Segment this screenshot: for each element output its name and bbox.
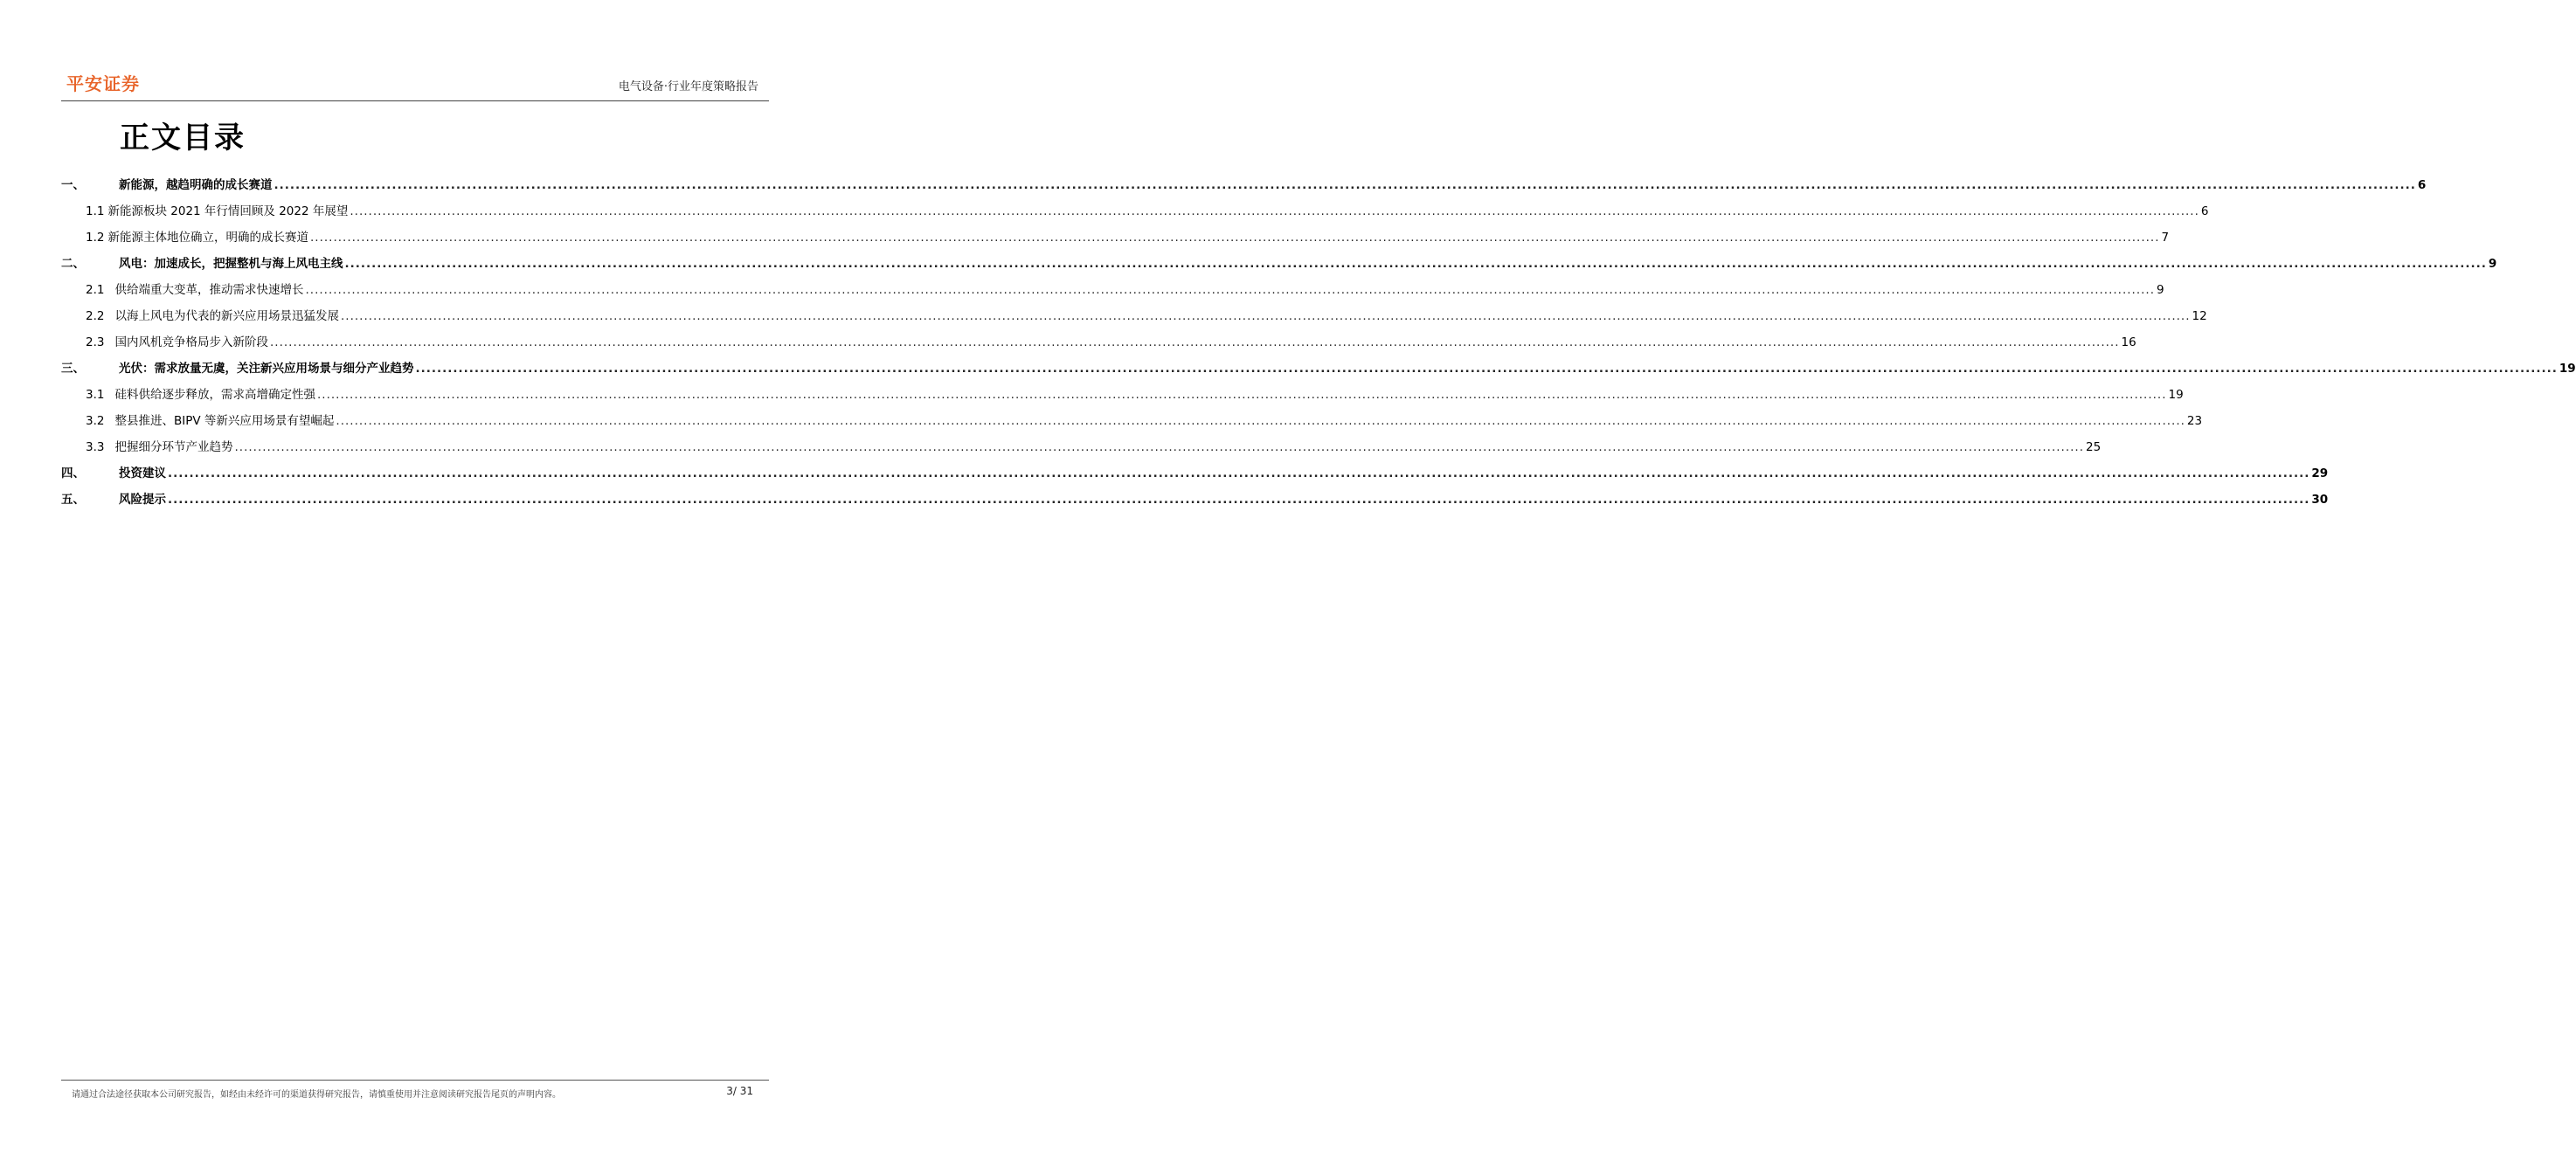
toc-number: 一、 xyxy=(61,178,85,192)
page-number: 3/ 31 xyxy=(726,1085,753,1097)
toc-entry[interactable] xyxy=(61,306,2207,332)
toc-number: 2.1 xyxy=(86,283,105,297)
toc-number: 2.3 xyxy=(86,335,105,349)
toc-page: 19 xyxy=(2168,388,2184,402)
toc-number: 3.1 xyxy=(86,388,105,402)
toc-title: 硅料供给逐步释放，需求高增确定性强 xyxy=(114,388,315,402)
toc-page: 9 xyxy=(2157,283,2164,297)
toc-leader: ................................................................................................................................................................................................................................................................................................................................................................................................................ xyxy=(168,466,2310,480)
toc-title: 风电：加速成长，把握整机与海上风电主线 xyxy=(119,257,343,271)
toc-entry[interactable] xyxy=(61,227,2170,253)
toc-title: 把握细分环节产业趋势 xyxy=(114,440,233,454)
toc-leader: ................................................................................................................................................................................................................................................................................................................................................................................................................ xyxy=(274,178,2416,192)
toc-page: 30 xyxy=(2311,493,2329,507)
toc-entry[interactable] xyxy=(61,201,2209,227)
toc-title: 新能源主体地位确立，明确的成长赛道 xyxy=(107,231,308,245)
toc-page: 16 xyxy=(2121,335,2136,349)
toc-title: 以海上风电为代表的新兴应用场景迅猛发展 xyxy=(114,309,339,323)
toc-leader: ................................................................................................................................................................................................................................................................................................................................................................................................................ xyxy=(316,388,2167,402)
toc-entry[interactable] xyxy=(61,280,2164,306)
toc-page: 19 xyxy=(2559,362,2576,376)
toc-leader: ................................................................................................................................................................................................................................................................................................................................................................................................................ xyxy=(234,440,2084,454)
footer-disclaimer: 请通过合法途径获取本公司研究报告，如经由未经许可的渠道获得研究报告，请慎重使用并注意阅读研究报告尾页的声明内容。 xyxy=(72,1090,561,1100)
toc-page: 25 xyxy=(2086,440,2102,454)
toc-title: 光伏：需求放量无虞，关注新兴应用场景与细分产业趋势 xyxy=(119,362,414,376)
report-type-label: 电气设备·行业年度策略报告 xyxy=(618,80,758,93)
toc-title: 新能源，越趋明确的成长赛道 xyxy=(119,178,273,192)
toc-leader: ................................................................................................................................................................................................................................................................................................................................................................................................................ xyxy=(415,362,2558,376)
page-title: 正文目录 xyxy=(120,121,246,155)
toc-leader: ................................................................................................................................................................................................................................................................................................................................................................................................................ xyxy=(350,204,2199,218)
toc-leader: ................................................................................................................................................................................................................................................................................................................................................................................................................ xyxy=(340,309,2191,323)
toc-entry[interactable] xyxy=(61,463,2329,489)
toc-leader: ................................................................................................................................................................................................................................................................................................................................................................................................................ xyxy=(309,231,2160,245)
toc-title: 整县推进、BIPV 等新兴应用场景有望崛起 xyxy=(114,414,335,428)
toc-page: 9 xyxy=(2488,257,2497,271)
toc-entry[interactable] xyxy=(61,175,2427,201)
company-logo: 平安证券 xyxy=(66,73,140,94)
toc-number: 3.2 xyxy=(86,414,105,428)
toc-leader: ................................................................................................................................................................................................................................................................................................................................................................................................................ xyxy=(168,493,2310,507)
toc-page: 23 xyxy=(2186,414,2203,428)
toc-number: 三、 xyxy=(61,362,85,376)
toc-entry[interactable] xyxy=(61,358,2576,384)
toc-title: 新能源板块 2021 年行情回顾及 2022 年展望 xyxy=(107,204,349,218)
toc-number: 四、 xyxy=(61,466,85,480)
footer-divider xyxy=(61,1080,769,1081)
toc-number: 二、 xyxy=(61,257,85,271)
toc-page: 7 xyxy=(2161,231,2170,245)
toc-entry[interactable] xyxy=(61,332,2136,358)
toc-entry[interactable] xyxy=(61,253,2497,280)
toc-leader: ................................................................................................................................................................................................................................................................................................................................................................................................................ xyxy=(269,335,2120,349)
toc-title: 投资建议 xyxy=(119,466,166,480)
toc-number: 1.2 xyxy=(86,231,105,245)
toc-title: 供给端重大变革，推动需求快速增长 xyxy=(114,283,304,297)
header-divider xyxy=(61,100,769,101)
toc-title: 国内风机竞争格局步入新阶段 xyxy=(114,335,268,349)
toc-number: 五、 xyxy=(61,493,85,507)
toc-number: 3.3 xyxy=(86,440,105,454)
toc-entry[interactable] xyxy=(61,411,2203,437)
toc-leader: ................................................................................................................................................................................................................................................................................................................................................................................................................ xyxy=(336,414,2185,428)
toc-page: 6 xyxy=(2200,204,2209,218)
toc-leader: ................................................................................................................................................................................................................................................................................................................................................................................................................ xyxy=(305,283,2155,297)
toc-page: 12 xyxy=(2192,309,2207,323)
toc-number: 1.1 xyxy=(86,204,105,218)
toc-title: 风险提示 xyxy=(119,493,166,507)
toc-entry[interactable] xyxy=(61,384,2184,411)
toc-entry[interactable] xyxy=(61,437,2102,463)
toc-page: 29 xyxy=(2311,466,2329,480)
toc-number: 2.2 xyxy=(86,309,105,323)
toc-leader: ................................................................................................................................................................................................................................................................................................................................................................................................................ xyxy=(344,257,2487,271)
toc-entry[interactable] xyxy=(61,489,2329,515)
toc-page: 6 xyxy=(2417,178,2427,192)
table-of-contents xyxy=(61,175,2576,515)
